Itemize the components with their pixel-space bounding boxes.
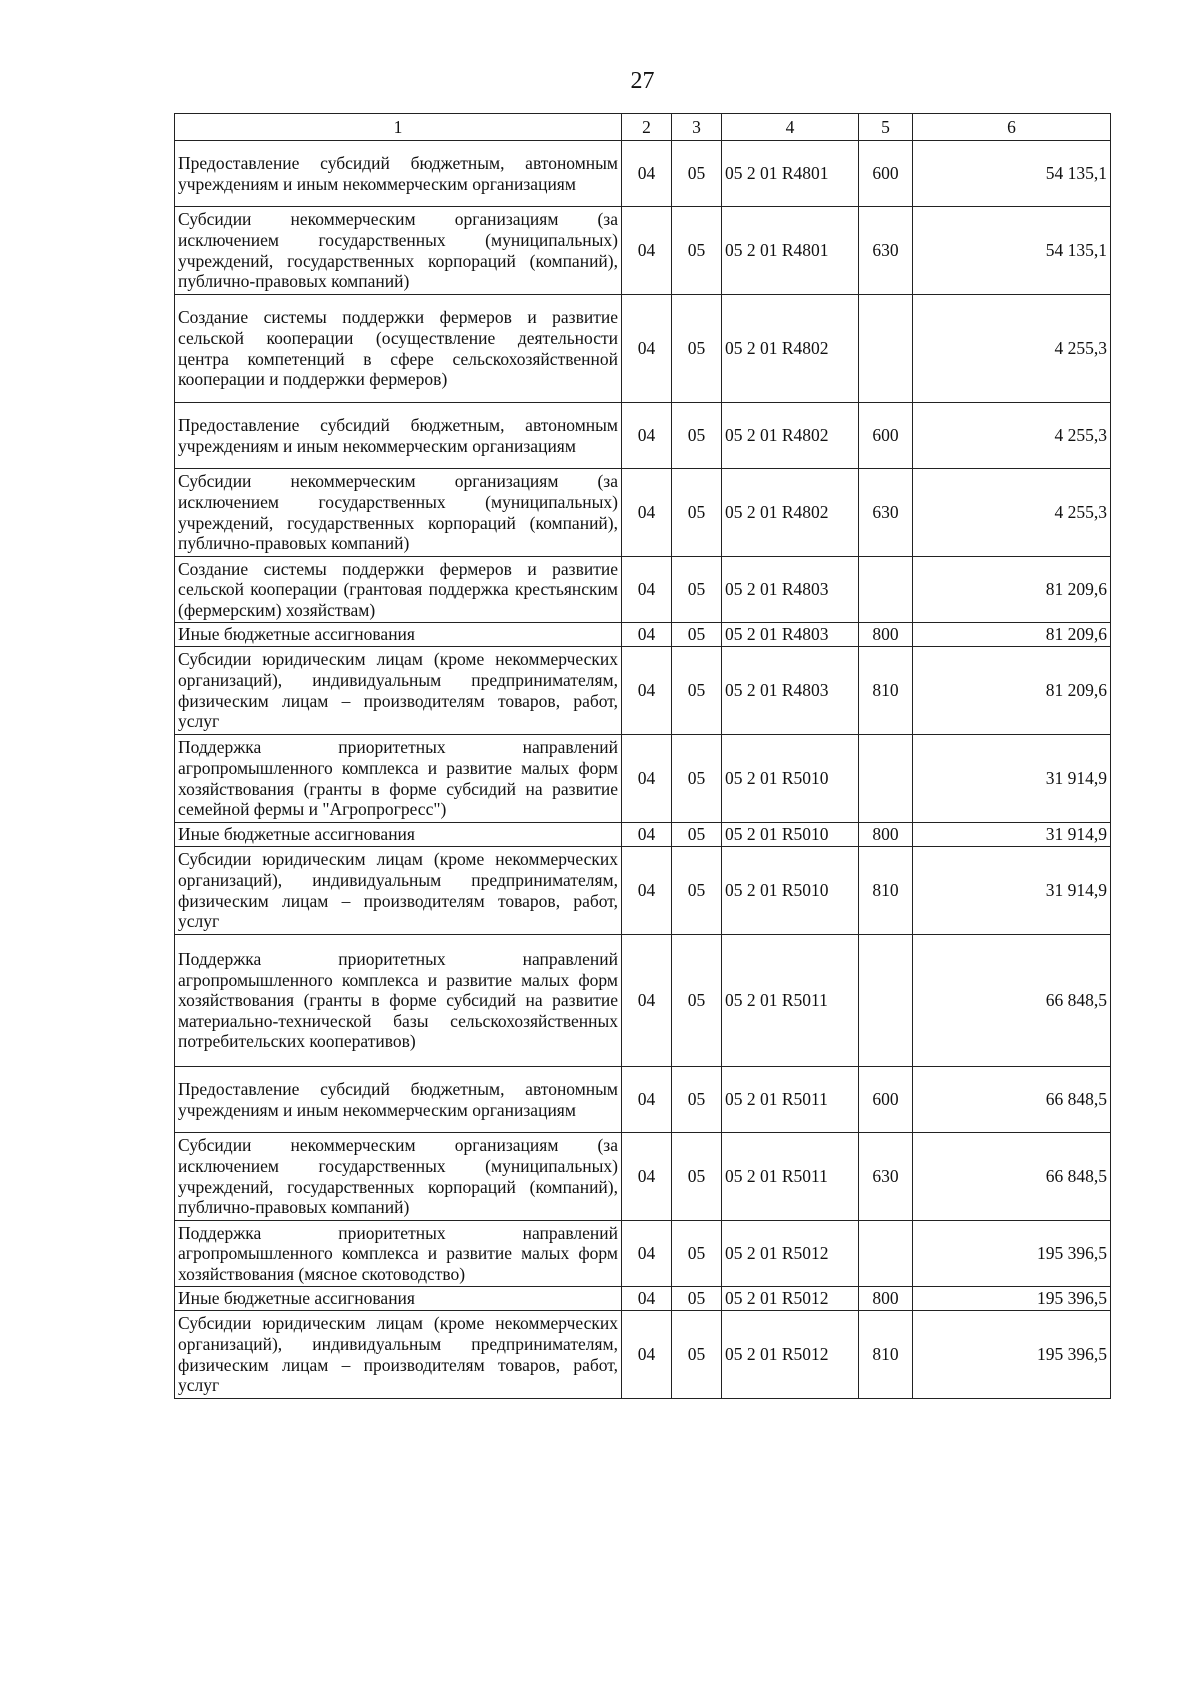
row-subsection: 05 [672, 623, 722, 647]
row-section: 04 [622, 1133, 672, 1221]
row-amount: 31 914,9 [913, 735, 1111, 823]
row-section: 04 [622, 823, 672, 847]
row-amount: 4 255,3 [913, 469, 1111, 557]
table-row [175, 847, 1111, 935]
row-section: 04 [622, 207, 672, 295]
row-description: Создание системы поддержки фермеров и развитие сельской кооперации (осуществление деятельности центра компетенций в сфере сельскохозяйственной кооперации и поддержки фермеров) [175, 295, 622, 403]
row-amount: 195 396,5 [913, 1287, 1111, 1311]
row-description: Предоставление субсидий бюджетным, автономным учреждениям и иным некоммерческим организациям [175, 141, 622, 207]
row-target-code: 05 2 01 R5010 [722, 735, 859, 823]
row-description: Субсидии юридическим лицам (кроме некоммерческих организаций), индивидуальным предпринимателям, физическим лицам – производителям товаров, работ, услуг [175, 647, 622, 735]
table-row [175, 295, 1111, 403]
row-description: Иные бюджетные ассигнования [175, 823, 622, 847]
row-description: Создание системы поддержки фермеров и развитие сельской кооперации (грантовая поддержка крестьянским (фермерским) хозяйствам) [175, 557, 622, 623]
row-expense-type: 810 [859, 847, 913, 935]
header-cell-6: 6 [913, 114, 1111, 141]
row-target-code: 05 2 01 R5011 [722, 1067, 859, 1133]
row-subsection: 05 [672, 1311, 722, 1399]
row-target-code: 05 2 01 R4802 [722, 403, 859, 469]
row-subsection: 05 [672, 1067, 722, 1133]
row-expense-type: 630 [859, 469, 913, 557]
row-expense-type [859, 295, 913, 403]
row-amount: 81 209,6 [913, 647, 1111, 735]
row-description: Субсидии некоммерческим организациям (за исключением государственных (муниципальных) учреждений, государственных корпораций (компаний), публично-правовых компаний) [175, 207, 622, 295]
row-amount: 66 848,5 [913, 1133, 1111, 1221]
budget-table-body [175, 114, 1111, 1399]
row-amount: 54 135,1 [913, 141, 1111, 207]
table-row [175, 1221, 1111, 1287]
table-row [175, 935, 1111, 1067]
row-expense-type [859, 935, 913, 1067]
row-target-code: 05 2 01 R5010 [722, 847, 859, 935]
row-target-code: 05 2 01 R4801 [722, 141, 859, 207]
row-subsection: 05 [672, 1287, 722, 1311]
row-description: Поддержка приоритетных направлений агропромышленного комплекса и развитие малых форм хозяйствования (гранты в форме субсидий на развитие семейной фермы и "Агропрогресс") [175, 735, 622, 823]
row-amount: 54 135,1 [913, 207, 1111, 295]
table-row [175, 557, 1111, 623]
row-expense-type: 800 [859, 1287, 913, 1311]
row-expense-type: 800 [859, 823, 913, 847]
row-expense-type: 600 [859, 403, 913, 469]
row-target-code: 05 2 01 R4802 [722, 295, 859, 403]
row-description: Субсидии юридическим лицам (кроме некоммерческих организаций), индивидуальным предпринимателям, физическим лицам – производителям товаров, работ, услуг [175, 847, 622, 935]
table-row [175, 1287, 1111, 1311]
row-expense-type: 630 [859, 207, 913, 295]
row-amount: 31 914,9 [913, 823, 1111, 847]
row-description: Предоставление субсидий бюджетным, автономным учреждениям и иным некоммерческим организациям [175, 403, 622, 469]
row-amount: 81 209,6 [913, 623, 1111, 647]
table-row [175, 823, 1111, 847]
header-cell-2: 2 [622, 114, 672, 141]
row-amount: 195 396,5 [913, 1221, 1111, 1287]
row-target-code: 05 2 01 R5011 [722, 1133, 859, 1221]
row-section: 04 [622, 1311, 672, 1399]
row-subsection: 05 [672, 647, 722, 735]
table-header-row [175, 114, 1111, 141]
row-target-code: 05 2 01 R4803 [722, 647, 859, 735]
header-cell-3: 3 [672, 114, 722, 141]
row-description: Иные бюджетные ассигнования [175, 623, 622, 647]
budget-table [174, 113, 1111, 1399]
row-target-code: 05 2 01 R5012 [722, 1287, 859, 1311]
row-section: 04 [622, 647, 672, 735]
row-description: Поддержка приоритетных направлений агропромышленного комплекса и развитие малых форм хозяйствования (мясное скотоводство) [175, 1221, 622, 1287]
row-expense-type: 600 [859, 1067, 913, 1133]
row-amount: 195 396,5 [913, 1311, 1111, 1399]
table-row [175, 469, 1111, 557]
row-subsection: 05 [672, 1221, 722, 1287]
row-expense-type [859, 735, 913, 823]
row-section: 04 [622, 735, 672, 823]
row-subsection: 05 [672, 141, 722, 207]
header-cell-5: 5 [859, 114, 913, 141]
table-row [175, 403, 1111, 469]
row-subsection: 05 [672, 735, 722, 823]
row-expense-type: 810 [859, 647, 913, 735]
row-section: 04 [622, 935, 672, 1067]
row-target-code: 05 2 01 R5010 [722, 823, 859, 847]
row-target-code: 05 2 01 R4802 [722, 469, 859, 557]
row-subsection: 05 [672, 847, 722, 935]
row-expense-type [859, 557, 913, 623]
table-row [175, 141, 1111, 207]
row-subsection: 05 [672, 1133, 722, 1221]
row-target-code: 05 2 01 R5012 [722, 1311, 859, 1399]
row-expense-type: 810 [859, 1311, 913, 1399]
table-row [175, 623, 1111, 647]
row-subsection: 05 [672, 207, 722, 295]
row-amount: 66 848,5 [913, 1067, 1111, 1133]
row-subsection: 05 [672, 823, 722, 847]
row-section: 04 [622, 1067, 672, 1133]
row-description: Поддержка приоритетных направлений агропромышленного комплекса и развитие малых форм хозяйствования (гранты в форме субсидий на развитие материально-технической базы сельскохозяйственных потребительских кооперативов) [175, 935, 622, 1067]
table-row [175, 207, 1111, 295]
row-expense-type: 800 [859, 623, 913, 647]
row-section: 04 [622, 141, 672, 207]
header-cell-1: 1 [175, 114, 622, 141]
row-subsection: 05 [672, 403, 722, 469]
row-target-code: 05 2 01 R4803 [722, 623, 859, 647]
row-amount: 66 848,5 [913, 935, 1111, 1067]
row-amount: 4 255,3 [913, 403, 1111, 469]
table-row [175, 1133, 1111, 1221]
row-subsection: 05 [672, 295, 722, 403]
row-amount: 31 914,9 [913, 847, 1111, 935]
row-subsection: 05 [672, 557, 722, 623]
row-description: Субсидии некоммерческим организациям (за исключением государственных (муниципальных) учреждений, государственных корпораций (компаний), публично-правовых компаний) [175, 469, 622, 557]
row-section: 04 [622, 295, 672, 403]
row-target-code: 05 2 01 R5012 [722, 1221, 859, 1287]
row-subsection: 05 [672, 469, 722, 557]
row-section: 04 [622, 403, 672, 469]
page-number: 27 [630, 68, 655, 94]
row-amount: 4 255,3 [913, 295, 1111, 403]
row-target-code: 05 2 01 R4801 [722, 207, 859, 295]
row-expense-type: 630 [859, 1133, 913, 1221]
table-row [175, 735, 1111, 823]
table-row [175, 647, 1111, 735]
row-section: 04 [622, 1287, 672, 1311]
row-section: 04 [622, 847, 672, 935]
row-section: 04 [622, 1221, 672, 1287]
row-expense-type: 600 [859, 141, 913, 207]
row-section: 04 [622, 469, 672, 557]
row-target-code: 05 2 01 R5011 [722, 935, 859, 1067]
row-section: 04 [622, 623, 672, 647]
table-row [175, 1311, 1111, 1399]
row-description: Предоставление субсидий бюджетным, автономным учреждениям и иным некоммерческим организациям [175, 1067, 622, 1133]
row-description: Субсидии некоммерческим организациям (за исключением государственных (муниципальных) учреждений, государственных корпораций (компаний), публично-правовых компаний) [175, 1133, 622, 1221]
row-description: Иные бюджетные ассигнования [175, 1287, 622, 1311]
header-cell-4: 4 [722, 114, 859, 141]
row-section: 04 [622, 557, 672, 623]
row-description: Субсидии юридическим лицам (кроме некоммерческих организаций), индивидуальным предпринимателям, физическим лицам – производителям товаров, работ, услуг [175, 1311, 622, 1399]
row-subsection: 05 [672, 935, 722, 1067]
table-row [175, 1067, 1111, 1133]
row-expense-type [859, 1221, 913, 1287]
row-target-code: 05 2 01 R4803 [722, 557, 859, 623]
row-amount: 81 209,6 [913, 557, 1111, 623]
